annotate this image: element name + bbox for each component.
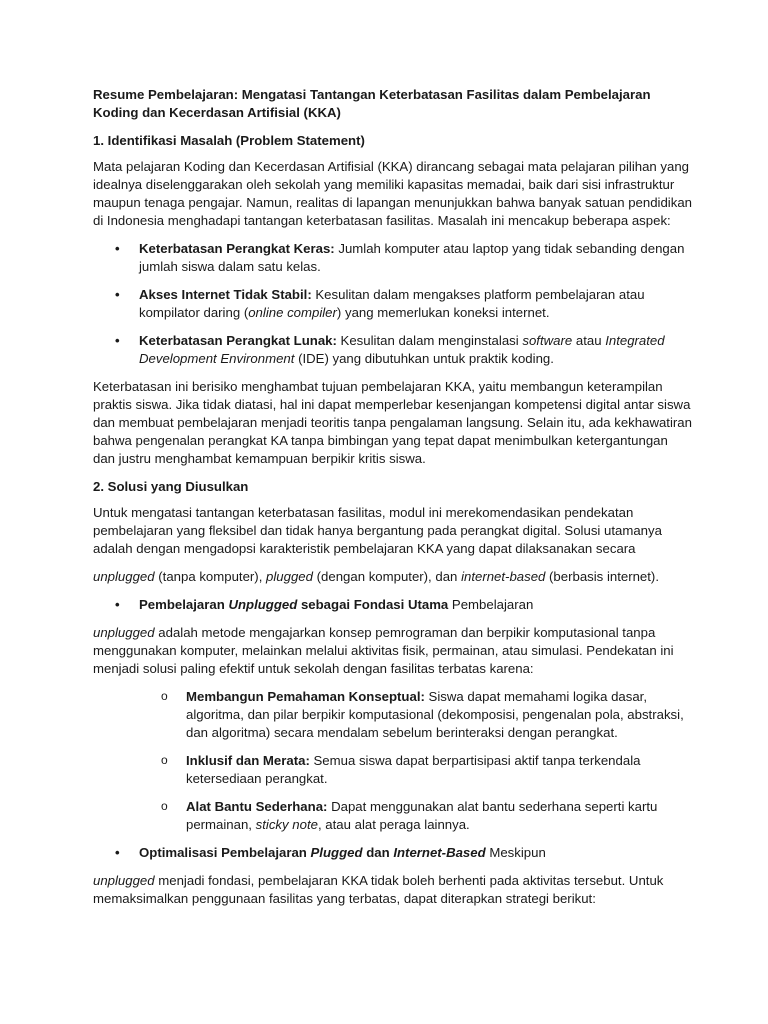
- document-body: [93, 86, 693, 918]
- item-text: Dapat menggunakan alat bantu sederhana seperti kartu permainan,: [186, 799, 658, 832]
- unplugged-benefits-list: [93, 688, 693, 834]
- mode-internet-based: internet-based: [461, 569, 546, 584]
- plugged-paragraph: [93, 872, 693, 908]
- unplugged-paragraph: [93, 624, 693, 678]
- document-title: Resume Pembelajaran: Mengatasi Tantangan Keterbatasan Fasilitas dalam Pembelajaran Koding dan Kecerdasan Artifisial (KKA): [93, 87, 651, 120]
- item-text: ) yang memerlukan koneksi internet.: [336, 305, 550, 320]
- plugged-bullet-list: [93, 844, 693, 862]
- item-label: Alat Bantu Sederhana:: [186, 799, 328, 814]
- list-item: [93, 798, 693, 834]
- bullet-bold-text: Pembelajaran: [139, 597, 229, 612]
- item-text: Kesulitan dalam menginstalasi: [336, 333, 523, 348]
- list-item: [93, 752, 693, 788]
- item-label: Akses Internet Tidak Stabil:: [139, 287, 312, 302]
- bullet-bold-emphasis: Internet-Based: [393, 845, 486, 860]
- section-1-intro: Mata pelajaran Koding dan Kecerdasan Artifisial (KKA) dirancang sebagai mata pelajaran pilihan yang idealnya diselenggarakan oleh sekolah yang memiliki kapasitas memadai, baik dari sisi infrastruktur maupun tenaga pengajar. Namun, realitas di lapangan menunjukkan bahwa banyak satuan pendidikan di Indonesia menghadapi tantangan keterbatasan fasilitas. Masalah ini mencakup beberapa aspek:: [93, 159, 692, 228]
- bullet-bold-emphasis: Plugged: [310, 845, 363, 860]
- item-label: Membangun Pemahaman Konseptual:: [186, 689, 425, 704]
- section-1-heading: 1. Identifikasi Masalah (Problem Statement): [93, 133, 365, 148]
- unplugged-bullet-list: [93, 596, 693, 614]
- bullet-bold-text: Optimalisasi Pembelajaran: [139, 845, 311, 860]
- mode-plugged: plugged: [266, 569, 313, 584]
- item-text: Kesulitan dalam mengakses platform pembelajaran atau kompilator daring (: [139, 287, 645, 320]
- bullet-text: Meskipun: [485, 845, 546, 860]
- mode-text: (dengan komputer), dan: [312, 569, 462, 584]
- item-text: Siswa dapat memahami logika dasar, algoritma, dan pilar berpikir komputasional (dekomposisi, pengenalan pola, abstraksi, dan algoritma) secara mendalam sebelum berinteraksi dengan perangkat.: [186, 689, 684, 740]
- item-text: Jumlah komputer atau laptop yang tidak sebanding dengan jumlah siswa dalam satu kelas.: [139, 241, 685, 274]
- bullet-bold-text: sebagai Fondasi Utama: [297, 597, 449, 612]
- item-emphasis: Integrated Development Environment: [139, 333, 665, 366]
- item-label: Inklusif dan Merata:: [186, 753, 310, 768]
- paragraph-text: adalah metode mengajarkan konsep pemrograman dan berpikir komputasional tanpa menggunakan komputer, melainkan melalui aktivitas fisik, permainan, atau simulasi. Pendekatan ini menjadi solusi paling efektif untuk sekolah dengan fasilitas terbatas karena:: [93, 625, 674, 676]
- mode-text: (berbasis internet).: [545, 569, 659, 584]
- list-item: [93, 688, 693, 742]
- section-2-heading: 2. Solusi yang Diusulkan: [93, 479, 249, 494]
- item-text: atau: [572, 333, 606, 348]
- list-item: [93, 240, 693, 276]
- mode-text: (tanpa komputer),: [154, 569, 267, 584]
- paragraph-emphasis: unplugged: [93, 873, 155, 888]
- bullet-text: Pembelajaran: [448, 597, 534, 612]
- list-item: [93, 332, 693, 368]
- list-item: [93, 596, 693, 614]
- learning-modes-line: [93, 568, 693, 586]
- section-1-closing: Keterbatasan ini berisiko menghambat tujuan pembelajaran KKA, yaitu membangun keterampilan praktis siswa. Jika tidak diatasi, hal ini dapat memperlebar kesenjangan kompetensi digital antar siswa dan membuat pembelajaran menjadi teoritis tanpa pengalaman langsung. Selain itu, ada kekhawatiran bahwa pengenalan perangkat KA tanpa bimbingan yang tepat dapat menimbulkan ketergantungan dan justru menghambat kemampuan berpikir kritis siswa.: [93, 379, 692, 466]
- paragraph-text: menjadi fondasi, pembelajaran KKA tidak boleh berhenti pada aktivitas tersebut. Untuk memaksimalkan penggunaan fasilitas yang terbatas, dapat diterapkan strategi berikut:: [93, 873, 664, 906]
- paragraph-emphasis: unplugged: [93, 625, 155, 640]
- item-label: Keterbatasan Perangkat Keras:: [139, 241, 335, 256]
- item-text: , atau alat peraga lainnya.: [317, 817, 470, 832]
- item-text: (IDE) yang dibutuhkan untuk praktik koding.: [294, 351, 554, 366]
- section-2-intro: Untuk mengatasi tantangan keterbatasan fasilitas, modul ini merekomendasikan pendekatan pembelajaran yang fleksibel dan tidak hanya bergantung pada perangkat digital. Solusi utamanya adalah dengan mengadopsi karakteristik pembelajaran KKA yang dapat dilaksanakan secara: [93, 505, 662, 556]
- item-text: Semua siswa dapat berpartisipasi aktif tanpa terkendala ketersediaan perangkat.: [186, 753, 641, 786]
- list-item: [93, 286, 693, 322]
- bullet-bold-text: dan: [362, 845, 394, 860]
- bullet-bold-emphasis: Unplugged: [228, 597, 298, 612]
- mode-unplugged: unplugged: [93, 569, 155, 584]
- list-item: [93, 844, 693, 862]
- item-emphasis: software: [522, 333, 573, 348]
- item-emphasis: sticky note: [255, 817, 318, 832]
- item-emphasis: online compiler: [248, 305, 337, 320]
- problem-list: [93, 240, 693, 368]
- item-label: Keterbatasan Perangkat Lunak:: [139, 333, 337, 348]
